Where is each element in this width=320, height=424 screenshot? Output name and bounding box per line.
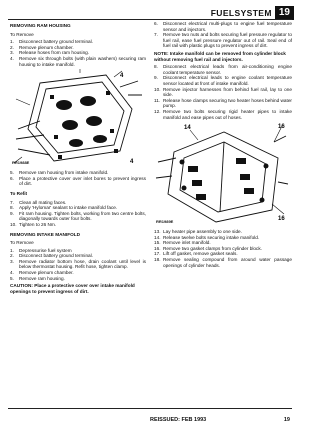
svg-text:14: 14 (184, 125, 191, 132)
step-number: 2. (10, 44, 14, 50)
step-text: Disconnect electrical leads from air-conditioning engine coolant temperature sensor. (163, 64, 292, 75)
step-text: Tighten to 26 Nm. (19, 221, 57, 227)
step-number: 3. (10, 50, 14, 56)
step-text: Lay heater pipe assembly to one side. (163, 229, 242, 235)
reissue-date: REISSUED: FEB 1993 (150, 417, 207, 423)
step-list (10, 39, 146, 67)
step-text: Remove radiator bottom hose, drain coolant until level is below thermostat housing. Refit hose, tighten clamp. (19, 258, 146, 270)
ram-housing-illustration (10, 69, 146, 167)
step-number: 2. (10, 253, 14, 259)
step-item (10, 211, 146, 222)
step-list (10, 248, 146, 282)
step-list (154, 21, 292, 49)
step-text: Lift off gasket, remove gasket seals. (163, 251, 238, 257)
step-number: 15. (154, 240, 161, 246)
step-item (10, 56, 146, 67)
engine-intake-manifold-drawing (154, 122, 290, 226)
step-number: 16. (154, 245, 161, 251)
step-text: Remove plenum chamber. (19, 270, 74, 276)
subheading-to-remove: To Remove (10, 31, 34, 37)
step-text: Remove inlet manifold. (163, 240, 211, 246)
step-text: Release twelve bolts securing intake manifold. (163, 234, 260, 240)
subheading-to-refit: To Refit (10, 190, 28, 196)
step-number: 7. (154, 32, 158, 38)
svg-text:4: 4 (130, 159, 134, 166)
step-number: 12. (154, 108, 161, 114)
step-number: 17. (154, 251, 161, 257)
step-number: 10. (10, 221, 17, 227)
svg-text:16: 16 (278, 124, 285, 131)
step-item (154, 75, 292, 86)
step-text: Fit ram housing. Tighten bolts, working from two centre bolts, diagonally towards outer four bolts. (19, 210, 146, 222)
step-list (10, 170, 146, 187)
svg-text:4: 4 (120, 73, 124, 80)
step-item (154, 21, 292, 32)
step-text: Remove two nuts and bolts securing fuel pressure regulator to fuel rail, ease fuel pressure regulator out of rail. Seal end of fuel rail with plastic plugs to prevent ingress of dirt. (163, 32, 292, 49)
step-text: Depressurise fuel system (19, 247, 72, 253)
engine-ram-housing-drawing (10, 69, 144, 167)
step-list (154, 64, 292, 120)
step-text: Disconnect battery ground terminal. (19, 253, 93, 259)
step-number: 3. (10, 258, 14, 264)
step-list (10, 200, 146, 228)
step-number: 7. (10, 199, 14, 205)
step-number: 4. (10, 55, 14, 61)
step-number: 8. (10, 205, 14, 211)
step-item (154, 64, 292, 75)
step-number: 4. (10, 270, 14, 276)
caution-note: CAUTION: Place a protective cover over intake manifold openings to prevent ingress of dirt. (10, 283, 135, 294)
step-list (154, 229, 292, 268)
left-column (10, 21, 146, 296)
step-item (154, 109, 292, 120)
step-number: 5. (10, 275, 14, 281)
footer-rule (8, 408, 292, 409)
step-text: Release hoses from ram housing. (19, 50, 90, 56)
step-text: Apply 'Hylomar' sealant to intake manifold face. (19, 205, 118, 211)
step-number: 11. (154, 97, 161, 103)
step-item (10, 176, 146, 187)
section-number: 19 (275, 6, 294, 20)
step-number: 5. (10, 170, 14, 176)
page-number: 19 (283, 417, 290, 423)
step-number: 18. (154, 257, 161, 263)
step-number: 8. (154, 64, 158, 70)
figure-code: RR1989E (156, 218, 174, 224)
step-number: 14. (154, 234, 161, 240)
page-header (211, 6, 294, 20)
step-item (154, 32, 292, 49)
step-number: 10. (154, 86, 161, 92)
step-text: Remove ram housing from intake manifold. (19, 170, 109, 176)
step-number: 1. (10, 39, 14, 45)
step-text: Remove ram housing. (19, 275, 65, 281)
right-column (154, 21, 292, 269)
section-title-intake-manifold: REMOVING INTAKE MANIFOLD (10, 231, 80, 237)
step-item (10, 259, 146, 270)
step-text: Remove sealing compound from around water passage openings of cylinder heads. (163, 257, 292, 268)
step-item (154, 257, 292, 268)
step-text: Place a protective cover over inlet bores to prevent ingress of dirt. (19, 175, 146, 187)
step-number: 9. (154, 75, 158, 81)
step-number: 1. (10, 247, 14, 253)
step-item (154, 87, 292, 98)
step-text: Remove two gasket clamps from cylinder block. (163, 245, 262, 251)
step-text: Clean all mating faces. (19, 199, 67, 205)
note-text: NOTE: Intake manifold can be removed from cylinder block without removing fuel rail and injectors. (154, 50, 286, 62)
step-item (10, 222, 146, 228)
step-number: 6. (10, 175, 14, 181)
intake-manifold-illustration (154, 122, 292, 226)
step-text: Disconnect electrical leads to engine coolant temperature sensor located at front of intake manifold. (163, 75, 292, 86)
step-text: Remove injector harnesses from behind fuel rail, lay to one side. (163, 86, 292, 98)
step-text: Release hose clamps securing two heater hoses behind water pump. (163, 97, 292, 109)
header-title: FUELSYSTEM (210, 8, 272, 18)
step-text: Remove two bolts securing rigid heater pipes to intake manifold and ease pipes out of hoses. (163, 108, 292, 120)
figure-code: RR1988E (12, 159, 30, 165)
step-number: 13. (154, 229, 161, 235)
step-text: Remove six through bolts (with plain washers) securing ram housing to intake manifold. (19, 55, 146, 67)
svg-text:16: 16 (278, 216, 285, 223)
step-number: 9. (10, 210, 14, 216)
header-rule (8, 19, 292, 20)
step-text: Disconnect electrical multi-plugs to engine fuel temperature sensor and injectors. (163, 21, 292, 32)
step-number: 6. (154, 21, 158, 26)
step-item (154, 98, 292, 109)
section-title-ram-housing: REMOVING RAM HOUSING (10, 23, 71, 28)
step-item (10, 276, 146, 282)
step-text: Remove plenum chamber. (19, 44, 74, 50)
step-text: Disconnect battery ground terminal. (19, 39, 93, 45)
subheading-to-remove: To Remove (10, 240, 34, 246)
